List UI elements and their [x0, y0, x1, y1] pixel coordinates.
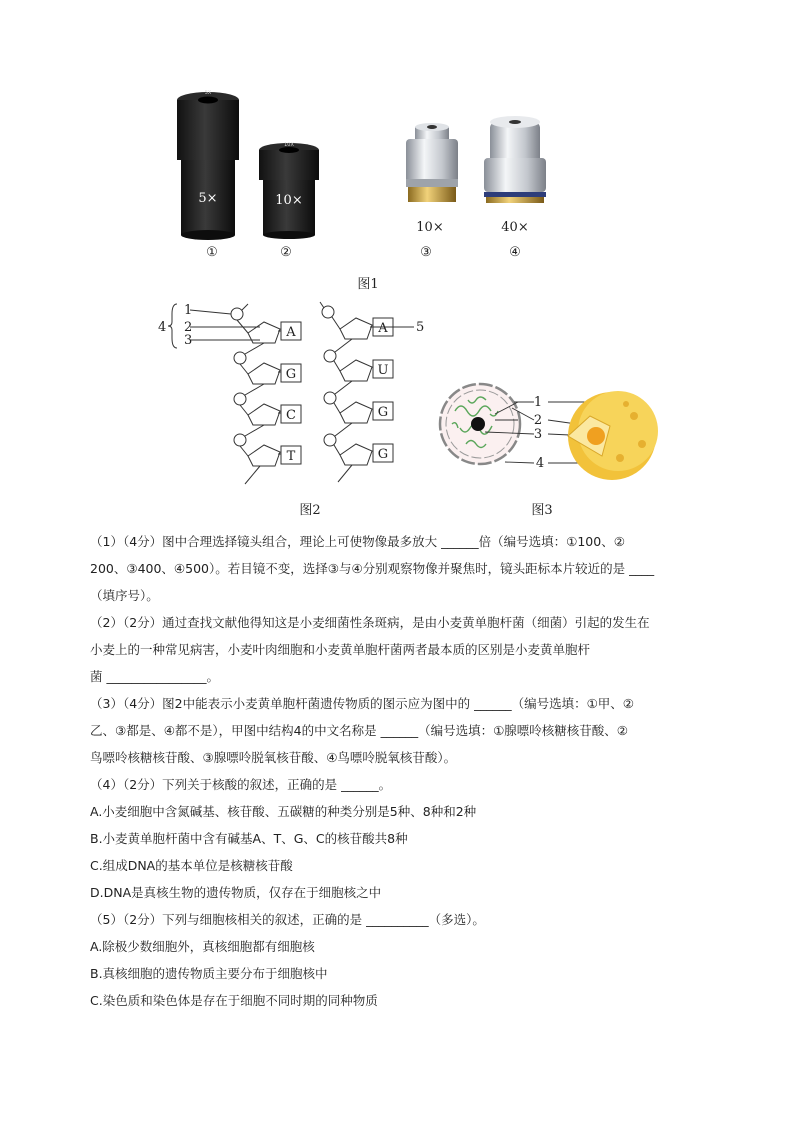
question-3-line-1: （3）（4分）图2中能表示小麦黄单胞杆菌遗传物质的图示应为图中的 ______（编号选填：①甲、② — [90, 696, 634, 711]
lens-number-1: ① — [206, 245, 218, 260]
lens-number-3: ③ — [420, 245, 432, 260]
question-4-option-a: A.小麦细胞中含氮碱基、核苷酸、五碳糖的种类分别是5种、8种和2种 — [90, 804, 477, 819]
question-1-line-1: （1）（4分）图中合理选择镜头组合，理论上可使物像最多放大 ______倍（编号选填：①100、② — [90, 534, 625, 549]
eyepiece-magnification-label: 10× — [275, 193, 303, 208]
question-4-option-c: C.组成DNA的基本单位是核糖核苷酸 — [90, 858, 293, 873]
question-2-line-1: （2）（2分）通过查找文献他得知这是小麦细菌性条斑病，是由小麦黄单胞杆菌（细菌）引起的发生在 — [90, 615, 650, 630]
right-base-4: G — [377, 447, 389, 462]
fig2-label-2: 2 — [184, 320, 193, 335]
question-list — [90, 528, 730, 1014]
figure-3-caption: 图3 — [531, 503, 553, 518]
fig3-label-1: 1 — [533, 395, 543, 410]
fig3-label-3: 3 — [533, 427, 543, 442]
question-1-line-2: 200、③400、④500）。若目镜不变，选择③与④分别观察物像并聚焦时，镜头距标本片较近的是 ____ — [90, 561, 655, 576]
fig3-label-4: 4 — [535, 456, 545, 471]
right-base-1: A — [378, 321, 388, 336]
left-base-3: C — [286, 408, 296, 423]
question-4-stem: （4）（2分）下列关于核酸的叙述，正确的是 ______。 — [90, 777, 392, 792]
figure-3-nucleus-diagram — [440, 384, 658, 480]
right-base-2: U — [377, 363, 389, 378]
question-5-option-c: C.染色质和染色体是存在于细胞不同时期的同种物质 — [90, 993, 378, 1008]
eyepiece-top-label: 5X — [204, 90, 212, 96]
right-base-3: G — [377, 405, 389, 420]
fig2-label-5: 5 — [416, 320, 425, 335]
question-2-line-2: 小麦上的一种常见病害，小麦叶肉细胞和小麦黄单胞杆菌两者最本质的区别是小麦黄单胞杆 — [90, 642, 591, 657]
objective-40x — [484, 116, 546, 203]
left-base-1: A — [286, 325, 296, 340]
lens-number-4: ④ — [509, 245, 521, 260]
eyepiece-magnification-label: 5× — [198, 191, 218, 206]
figure-1-caption: 图1 — [357, 277, 379, 292]
question-3-line-2: 乙、③都是、④都不是），甲图中结构4的中文名称是 ______（编号选填：①腺嘌呤核糖核苷酸、② — [90, 723, 629, 738]
question-5-stem: （5）（2分）下列与细胞核相关的叙述，正确的是 __________（多选）。 — [90, 912, 485, 927]
figure-2-caption: 图2 — [299, 503, 321, 518]
fig2-label-1: 1 — [184, 303, 193, 318]
left-base-2: G — [285, 367, 297, 382]
left-base-4: T — [286, 449, 296, 464]
question-1-line-3: （填序号）。 — [90, 588, 159, 603]
question-2-line-3: 菌 ________________。 — [90, 669, 219, 684]
question-3-line-3: 鸟嘌呤核糖核苷酸、③腺嘌呤脱氧核苷酸、④鸟嘌呤脱氧核苷酸）。 — [90, 750, 457, 765]
lens-number-2: ② — [280, 245, 292, 260]
objective-10x — [406, 123, 458, 202]
question-5-option-b: B.真核细胞的遗传物质主要分布于细胞核中 — [90, 966, 328, 981]
question-4-option-b: B.小麦黄单胞杆菌中含有碱基A、T、G、C的核苷酸共8种 — [90, 831, 408, 846]
fig2-label-4: 4 — [158, 320, 167, 335]
fig3-label-2: 2 — [533, 413, 543, 428]
eyepiece-10x — [259, 142, 319, 239]
question-4-option-d: D.DNA是真核生物的遗传物质，仅存在于细胞核之中 — [90, 885, 382, 900]
eyepiece-top-label: 10X — [284, 142, 294, 148]
objective-10x-label: 10× — [416, 220, 444, 235]
eyepiece-5x — [177, 90, 239, 240]
fig2-label-3: 3 — [184, 333, 193, 348]
question-5-option-a: A.除极少数细胞外，真核细胞都有细胞核 — [90, 939, 315, 954]
figure-1 — [160, 80, 580, 295]
figure-2-3 — [150, 296, 670, 521]
objective-40x-label: 40× — [501, 220, 529, 235]
